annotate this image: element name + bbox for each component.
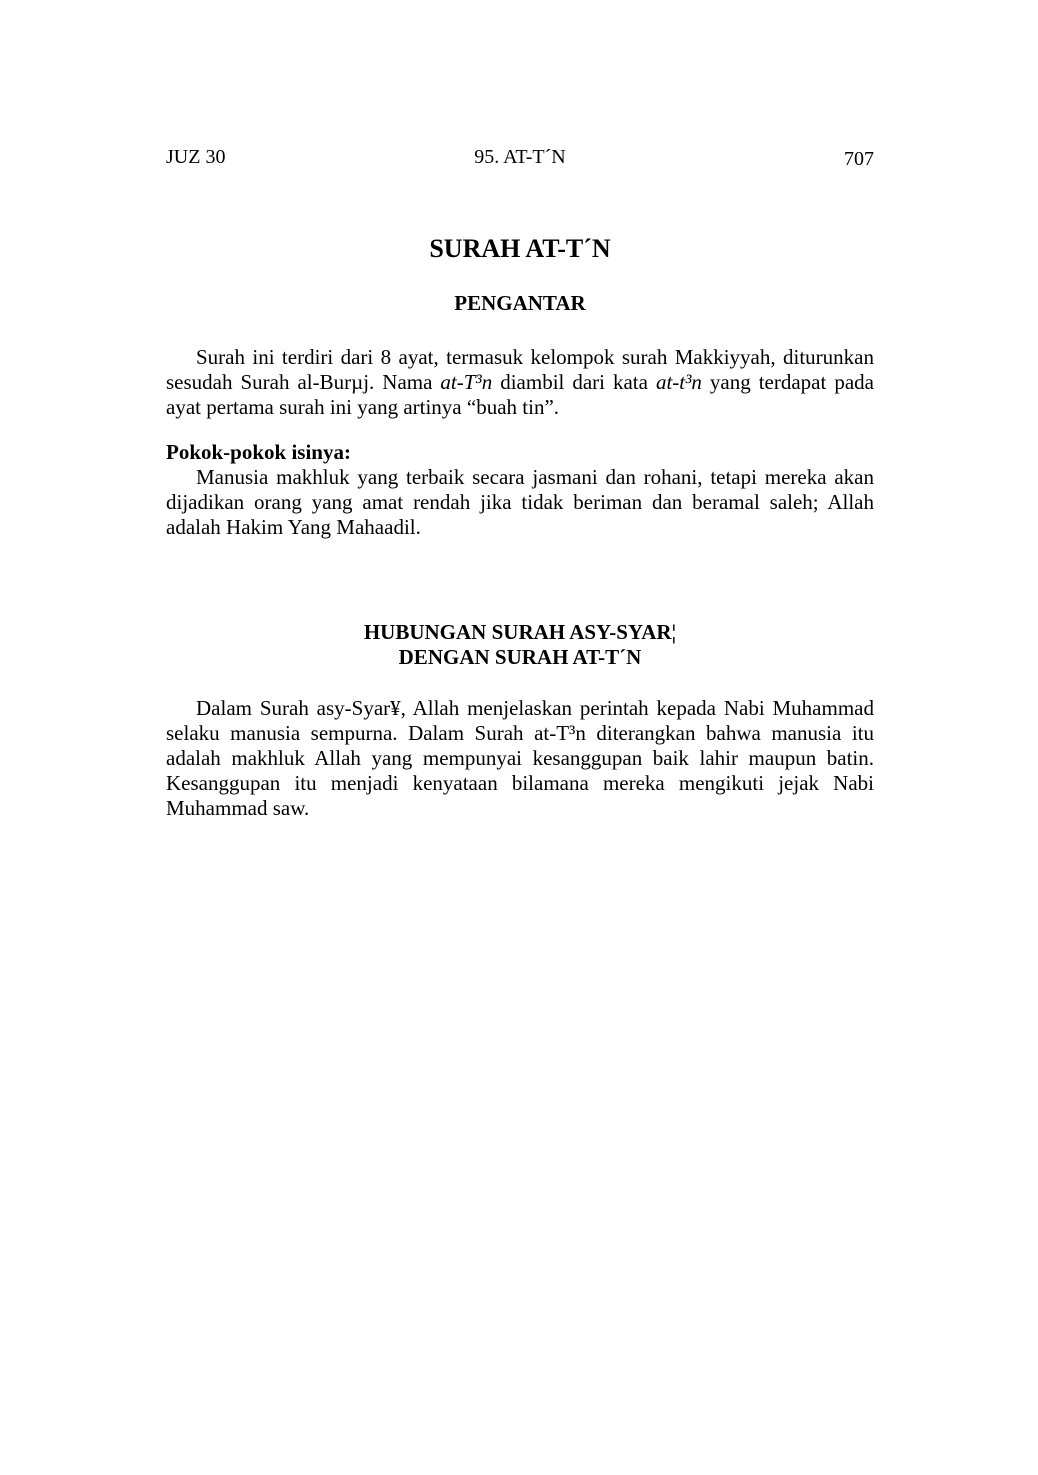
contents-label: Pokok-pokok isinya: (166, 440, 351, 464)
relation-heading-line-1: HUBUNGAN SURAH ASY-SYAR¦ (363, 620, 677, 644)
page-content (166, 232, 874, 821)
intro-paragraph (166, 345, 874, 420)
running-header (166, 146, 874, 176)
juz-label: JUZ 30 (166, 146, 226, 168)
intro-text-3: yang terdapat pada ayat pertama surah ini yang artinya “buah tin”. (166, 370, 874, 419)
relation-heading (166, 620, 874, 670)
relation-heading-line-2: DENGAN SURAH AT-T´N (398, 645, 642, 669)
contents-paragraph: Manusia makhluk yang terbaik secara jasmani dan rohani, tetapi mereka akan dijadikan orang yang amat rendah jika tidak beriman dan beramal saleh; Allah adalah Hakim Yang Mahaadil. (166, 465, 874, 539)
chapter-label: 95. AT-T´N (474, 146, 566, 168)
intro-heading: PENGANTAR (454, 291, 586, 315)
intro-text-1: Surah ini terdiri dari 8 ayat, termasuk kelompok surah Makkiyyah, diturunkan sesudah Surah al-Burµj. Nama (166, 345, 874, 394)
page-title: SURAH AT-T´N (429, 234, 611, 263)
intro-italic-1: at-T³n (440, 370, 493, 394)
intro-italic-2: at-t³n (655, 370, 702, 394)
relation-paragraph: Dalam Surah asy-Syar¥, Allah menjelaskan perintah kepada Nabi Muhammad selaku manusia sempurna. Dalam Surah at-T³n diterangkan bahwa manusia itu adalah makhluk Allah yang mempunyai kesanggupan baik lahir maupun batin. Kesanggupan itu menjadi kenyataan bilamana mereka mengikuti jejak Nabi Muhammad saw. (166, 696, 874, 820)
page-number: 707 (844, 148, 874, 170)
intro-text-2: diambil dari kata (492, 370, 656, 394)
